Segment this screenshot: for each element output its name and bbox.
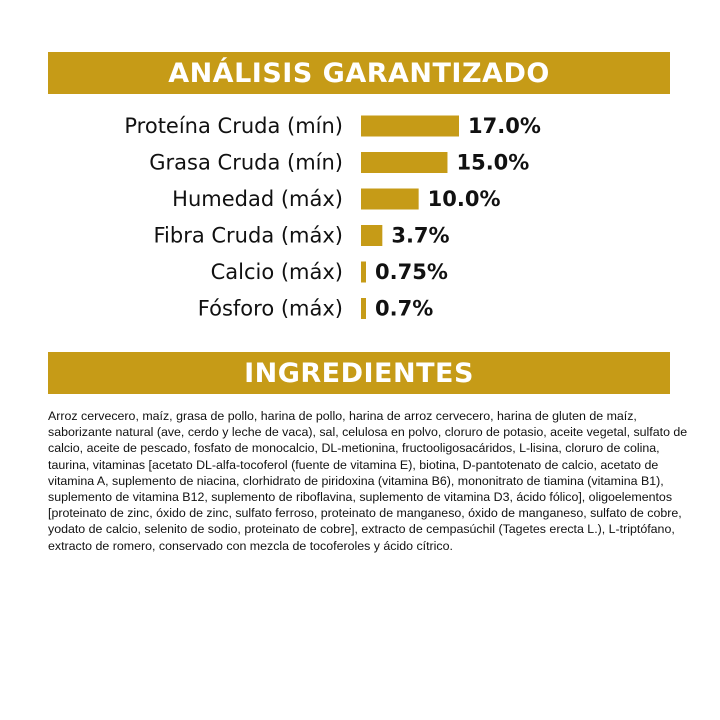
category-label: Fósforo (máx) <box>197 296 343 321</box>
analysis-banner <box>48 52 670 94</box>
category-label: Fibra Cruda (máx) <box>153 223 343 248</box>
bar <box>361 262 366 283</box>
analysis-title: ANÁLISIS GARANTIZADO <box>168 57 550 89</box>
category-label: Humedad (máx) <box>172 187 343 211</box>
guaranteed-analysis-chart <box>0 100 720 340</box>
value-label: 10.0% <box>427 187 501 211</box>
value-label: 0.75% <box>375 260 448 284</box>
category-label: Proteína Cruda (mín) <box>124 114 343 138</box>
category-label: Grasa Cruda (mín) <box>149 150 343 175</box>
bar <box>361 189 419 210</box>
bar <box>361 298 366 319</box>
ingredients-list: Arroz cervecero, maíz, grasa de pollo, harina de pollo, harina de arroz cervecero, harina de gluten de maíz, saborizante natural (ave, cerdo y leche de vaca), sal, celulosa en polvo, cloruro de potasio, aceite vegetal, sulfato de calcio, aceite de pescado, fosfato de monocalcio, DL-metionina, fructooligosacáridos, L-lisina, cloruro de colina, taurina, vitaminas [acetato DL-alfa-tocoferol (fuente de vitamina E), biotina, D-pantotenato de calcio, acetato de vitamina A, suplemento de niacina, clorhidrato de piridoxina (vitamina B6), mononitrato de tiamina (vitamina B1), suplemento de vitamina B12, suplemento de riboflavina, suplemento de vitamina D3, ácido fólico], oligoelementos [proteinato de zinc, óxido de zinc, sulfato ferroso, proteinato de manganeso, óxido de manganeso, sulfato de cobre, yodato de calcio, selenito de sodio, proteinato de cobre], extracto de cempasúchil (Tagetes erecta L.), L-triptófano, extracto de romero, conservado con mezcla de tocoferoles y ácido cítrico. <box>48 409 688 553</box>
value-label: 17.0% <box>468 114 541 138</box>
bar <box>361 116 459 137</box>
value-label: 0.7% <box>375 296 434 321</box>
ingredients-title: INGREDIENTES <box>244 357 474 389</box>
ingredients-banner <box>48 352 670 394</box>
value-label: 3.7% <box>391 223 450 248</box>
category-label: Calcio (máx) <box>210 260 343 284</box>
bar <box>361 225 382 246</box>
bar <box>361 152 447 173</box>
value-label: 15.0% <box>456 150 530 175</box>
